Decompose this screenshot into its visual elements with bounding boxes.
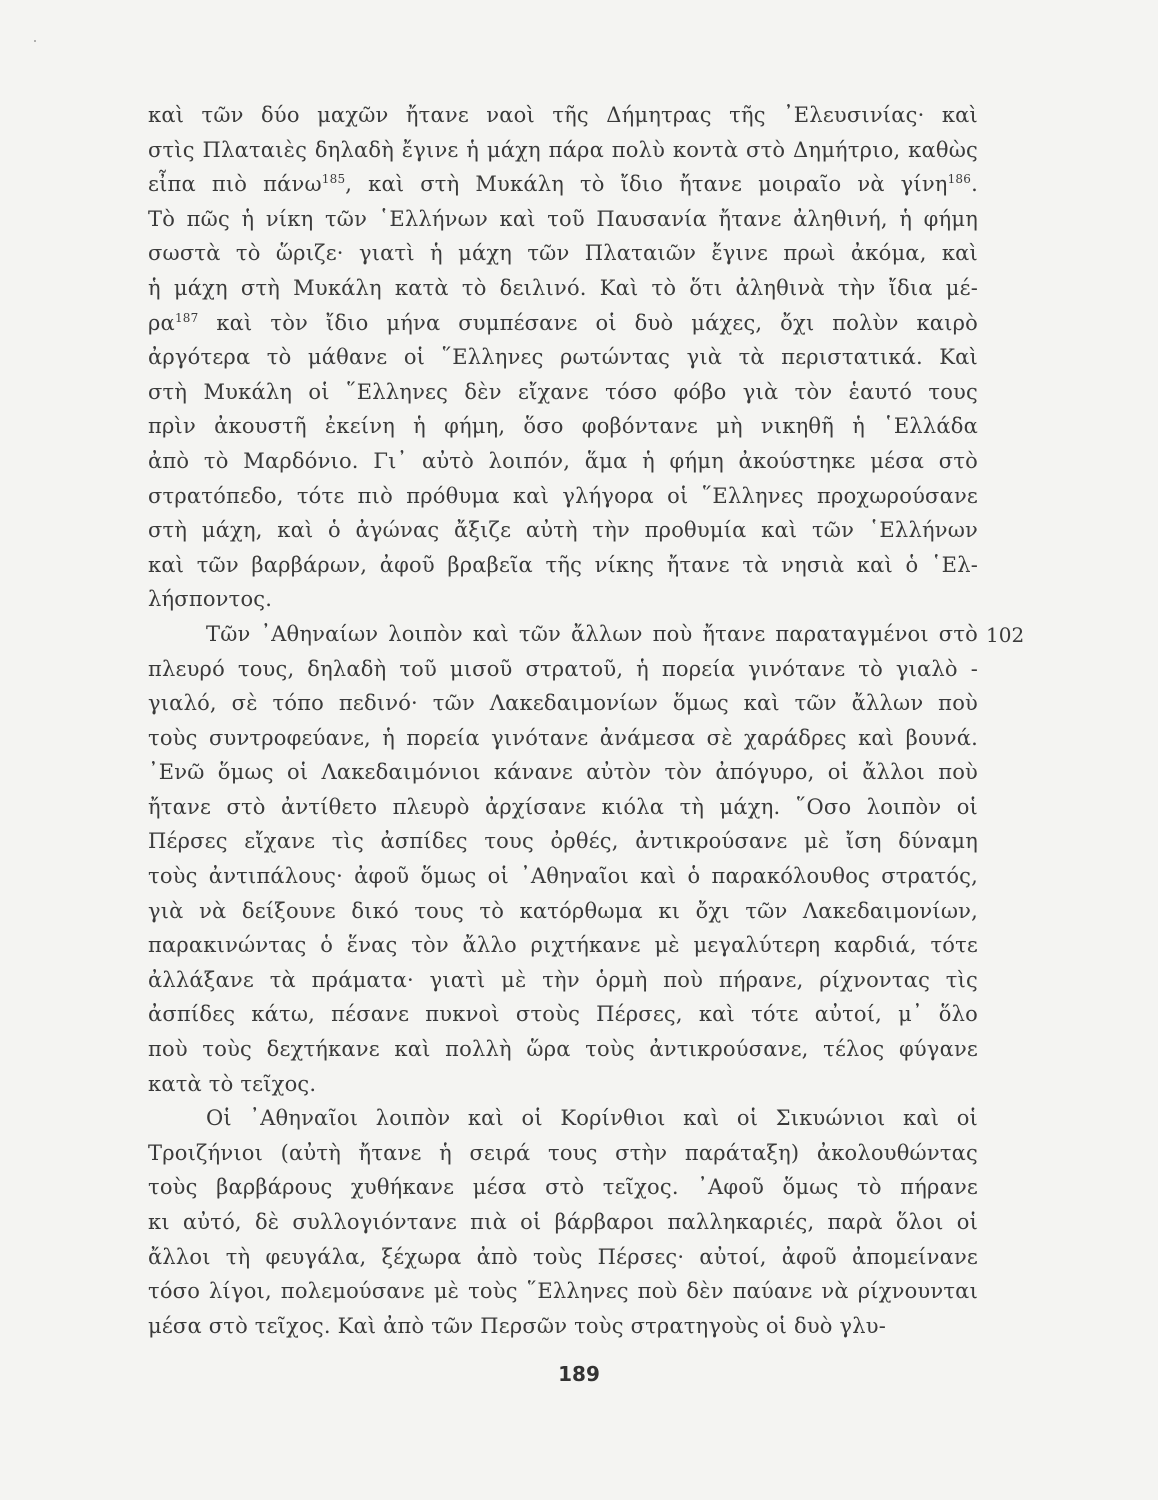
body-text <box>148 98 978 1343</box>
footnote-marker: 186 <box>947 172 972 187</box>
text-line: κατὰ τὸ τεῖχος. <box>148 1071 317 1096</box>
text-line: Πέρσες εἴχανε τὶς ἀσπίδες τους ὀρθές, ἀντικρούσανε μὲ ἴση δύναμη <box>148 829 978 854</box>
text-line: εἶπα πιὸ πάνω$^{185}$, καὶ στὴ Μυκάλη τὸ ἴδιο ἤτανε μοιραῖο νὰ γίνη$^{186}$. <box>148 172 978 197</box>
text-line: πρὶν ἀκουστῆ ἐκείνη ἡ φήμη, ὅσο φοβόντανε μὴ νικηθῆ ἡ ῾Ελλάδα <box>148 414 978 439</box>
text-line: $\rho\alpha^{187}$ καὶ τὸν ἴδιο μήνα συμπέσανε οἱ δυὸ μάχες, ὄχι πολὺν καιρὸ <box>148 310 978 335</box>
text-line: πλευρό τους, δηλαδὴ τοῦ μισοῦ στρατοῦ, ἡ πορεία γινότανε τὸ γιαλὸ - <box>148 656 978 681</box>
text-line: Οἱ ᾿Αθηναῖοι λοιπὸν καὶ οἱ Κορίνθιοι καὶ οἱ Σικυώνιοι καὶ οἱ <box>206 1106 978 1131</box>
text-line: λήσποντος. <box>148 587 273 612</box>
text-line: ποὺ τοὺς δεχτήκανε καὶ πολλὴ ὥρα τοὺς ἀντικρούσανε, τέλος φύγανε <box>148 1037 978 1062</box>
footnote-marker: 185 <box>321 172 346 187</box>
text-line: παρακινώντας ὁ ἕνας τὸν ἄλλο ριχτήκανε μὲ μεγαλύτερη καρδιά, τότε <box>148 933 978 958</box>
text-line: Τροιζήνιοι (αὐτὴ ἤτανε ἡ σειρά τους στὴν παράταξη) ἀκολουθώντας <box>148 1140 978 1165</box>
text-line: στρατόπεδο, τότε πιὸ πρόθυμα καὶ γλήγορα οἱ ῞Ελληνες προχωρούσανε <box>148 483 978 508</box>
text-line: γιαλό, σὲ τόπο πεδινό· τῶν Λακεδαιμονίων ὅμως καὶ τῶν ἄλλων ποὺ <box>148 691 978 716</box>
text-line: σωστὰ τὸ ὥριζε· γιατὶ ἡ μάχη τῶν Πλαταιῶν ἔγινε πρωὶ ἀκόμα, καὶ <box>148 241 978 266</box>
page-number: 189 <box>558 1362 600 1386</box>
text-line: Τὸ πῶς ἡ νίκη τῶν ῾Ελλήνων καὶ τοῦ Παυσανία ἤτανε ἀληθινή, ἡ φήμη <box>148 206 978 231</box>
text-line: ἀσπίδες κάτω, πέσανε πυκνοὶ στοὺς Πέρσες, καὶ τότε αὐτοί, μ᾿ ὅλο <box>148 1002 978 1027</box>
text-line: μέσα στὸ τεῖχος. Καὶ ἀπὸ τῶν Περσῶν τοὺς στρατηγοὺς οἱ δυὸ γλυ- <box>148 1313 887 1338</box>
footnote-marker: 187 <box>174 310 199 325</box>
text-line: ἄλλοι τὴ φευγάλα, ξέχωρα ἀπὸ τοὺς Πέρσες· αὐτοί, ἀφοῦ ἀπομείνανε <box>148 1244 978 1269</box>
text-line: στὶς Πλαταιὲς δηλαδὴ ἔγινε ἡ μάχη πάρα πολὺ κοντὰ στὸ Δημήτριο, καθὼς <box>148 137 978 162</box>
text-line: τοὺς βαρβάρους χυθήκανε μέσα στὸ τεῖχος. ᾿Αφοῦ ὅμως τὸ πήρανε <box>148 1175 978 1200</box>
text-line: καὶ τῶν βαρβάρων, ἀφοῦ βραβεῖα τῆς νίκης ἤτανε τὰ νησιὰ καὶ ὁ ῾Ελ- <box>148 552 978 577</box>
text-line: κι αὐτό, δὲ συλλογιόντανε πιὰ οἱ βάρβαροι παλληκαριές, παρὰ ὅλοι οἱ <box>148 1210 978 1234</box>
text-line: καὶ τῶν δύο μαχῶν ἤτανε ναοὶ τῆς Δήμητρας τῆς ᾿Ελευσινίας· καὶ <box>148 103 978 127</box>
text-line: ἀπὸ τὸ Μαρδόνιο. Γι᾿ αὐτὸ λοιπόν, ἅμα ἡ φήμη ἀκούστηκε μέσα στὸ <box>148 448 978 473</box>
paper-speck <box>34 40 36 42</box>
text-line: Τῶν ᾿Αθηναίων λοιπὸν καὶ τῶν ἄλλων ποὺ ἤτανε παραταγμένοι στὸ <box>206 621 978 646</box>
text-line: γιὰ νὰ δείξουνε δικό τους τὸ κατόρθωμα κι ὄχι τῶν Λακεδαιμονίων, <box>148 898 978 923</box>
text-line: ἡ μάχη στὴ Μυκάλη κατὰ τὸ δειλινό. Καὶ τὸ ὅτι ἀληθινὰ τὴν ἴδια μέ- <box>148 275 978 300</box>
margin-section-number: 102 <box>986 623 1025 647</box>
text-line: τόσο λίγοι, πολεμούσανε μὲ τοὺς ῞Ελληνες ποὺ δὲν παύανε νὰ ρίχνουνται <box>148 1279 978 1304</box>
text-line: ἀργότερα τὸ μάθανε οἱ ῞Ελληνες ρωτώντας γιὰ τὰ περιστατικά. Καὶ <box>148 345 978 370</box>
text-line: τοὺς ἀντιπάλους· ἀφοῦ ὅμως οἱ ᾿Αθηναῖοι καὶ ὁ παρακόλουθος στρατός, <box>148 864 978 889</box>
text-line: στὴ Μυκάλη οἱ ῞Ελληνες δὲν εἴχανε τόσο φόβο γιὰ τὸν ἑαυτό τους <box>148 379 978 404</box>
text-line: ἀλλάξανε τὰ πράματα· γιατὶ μὲ τὴν ὁρμὴ ποὺ πήρανε, ρίχνοντας τὶς <box>148 967 978 992</box>
text-line: τοὺς συντροφεύανε, ἡ πορεία γινότανε ἀνάμεσα σὲ χαράδρες καὶ βουνά. <box>148 725 978 750</box>
text-line: ᾿Ενῶ ὅμως οἱ Λακεδαιμόνιοι κάνανε αὐτὸν τὸν ἀπόγυρο, οἱ ἄλλοι ποὺ <box>148 760 978 785</box>
text-line: ἤτανε στὸ ἀντίθετο πλευρὸ ἀρχίσανε κιόλα τὴ μάχη. ῞Οσο λοιπὸν οἱ <box>148 794 978 819</box>
text-line: στὴ μάχη, καὶ ὁ ἀγώνας ἄξιζε αὐτὴ τὴν προθυμία καὶ τῶν ῾Ελλήνων <box>148 518 978 543</box>
